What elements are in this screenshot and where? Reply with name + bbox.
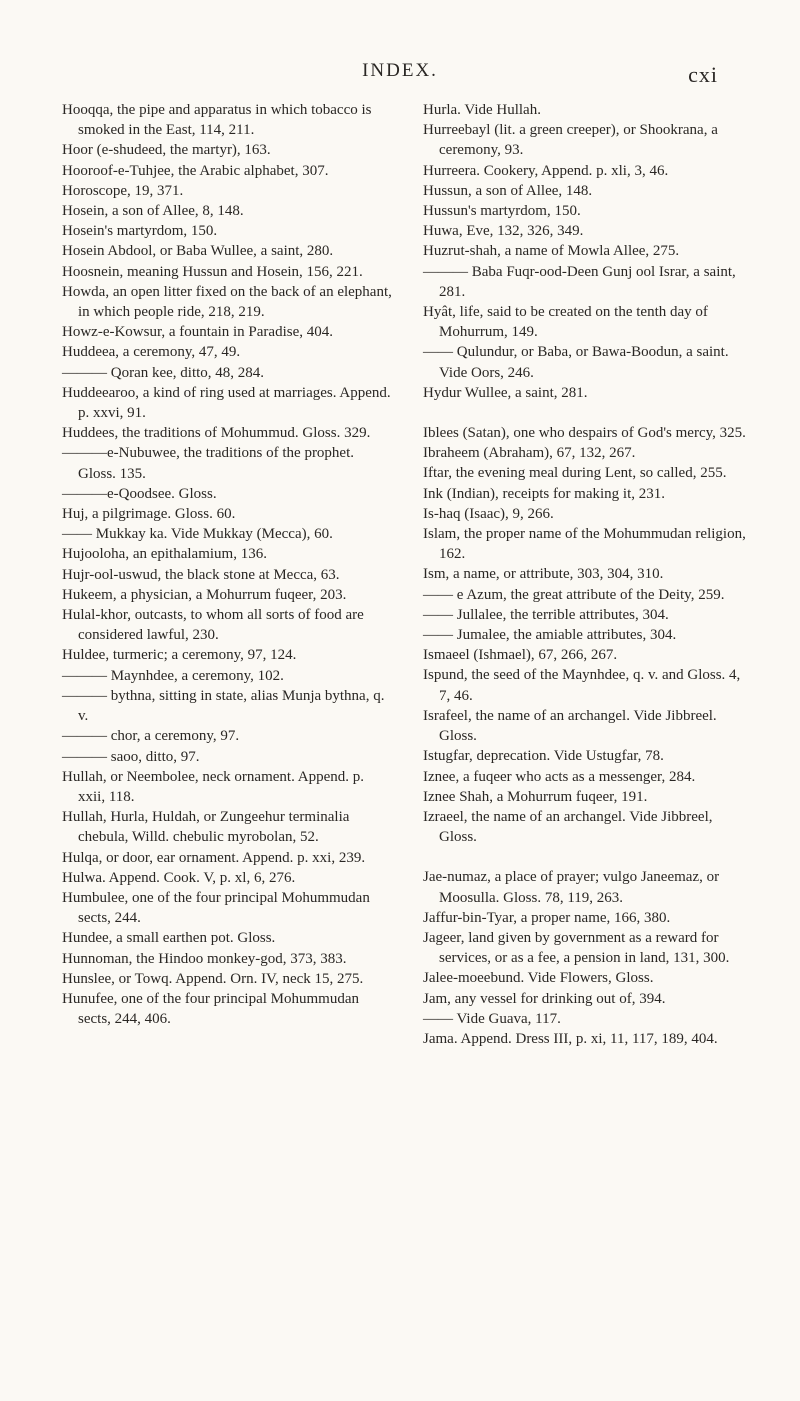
index-entry: Hundee, a small earthen pot. Gloss. xyxy=(62,930,276,947)
running-title: INDEX. xyxy=(362,60,438,81)
index-entry: Hooroof-e-Tuhjee, the Arabic alphabet, 307. xyxy=(62,162,329,179)
index-entry: Hydur Wullee, a saint, 281. xyxy=(423,384,588,401)
index-entry: ——— saoo, ditto, 97. xyxy=(62,748,200,765)
index-entry: —— Jumalee, the amiable attributes, 304. xyxy=(423,627,677,644)
index-entry: Hunslee, or Towq. Append. Orn. IV, neck 15, 275. xyxy=(62,970,364,987)
index-entry: Hurreera. Cookery, Append. p. xli, 3, 46. xyxy=(423,162,669,179)
index-entry: Hunnoman, the Hindoo monkey-god, 373, 383. xyxy=(62,950,347,967)
index-entry: Ink (Indian), receipts for making it, 231. xyxy=(423,485,666,502)
index-entry: ———e-Nubuwee, the traditions of the prophet. Gloss. 135. xyxy=(62,445,355,482)
index-entry: Hosein Abdool, or Baba Wullee, a saint, 280. xyxy=(62,243,334,260)
index-entry: Islam, the proper name of the Mohummudan religion, 162. xyxy=(423,526,746,563)
index-entry: Huddees, the traditions of Mohummud. Gloss. 329. xyxy=(62,425,371,442)
index-entry: ———e-Qoodsee. Gloss. xyxy=(62,485,217,502)
index-entry: Humbulee, one of the four principal Mohummudan sects, 244. xyxy=(62,889,370,927)
page-header xyxy=(0,60,800,90)
right-column xyxy=(423,100,753,1049)
index-entry: Huddeea, a ceremony, 47, 49. xyxy=(62,344,241,361)
index-entry: Huddeearoo, a kind of ring used at marriages. Append. p. xxvi, 91. xyxy=(62,384,391,422)
index-entry: Hoosnein, meaning Hussun and Hosein, 156, 221. xyxy=(62,263,363,280)
left-column xyxy=(62,100,392,1029)
index-entry: Huldee, turmeric; a ceremony, 97, 124. xyxy=(62,647,297,664)
index-entry: ——— chor, a ceremony, 97. xyxy=(62,728,240,745)
index-entry: —— e Azum, the great attribute of the Deity, 259. xyxy=(423,586,725,603)
index-entry: Hullah, or Neembolee, neck ornament. Append. p. xxii, 118. xyxy=(62,768,364,805)
index-entry: Hussun's martyrdom, 150. xyxy=(423,203,581,220)
index-entry: Jalee-moeebund. Vide Flowers, Gloss. xyxy=(423,970,654,987)
index-entry: Hoor (e-shudeed, the martyr), 163. xyxy=(62,142,271,159)
index-entry: Hooqqa, the pipe and apparatus in which tobacco is smoked in the East, 114, 211. xyxy=(62,102,372,139)
index-entry: Hussun, a son of Allee, 148. xyxy=(423,182,593,199)
index-entry: Hunufee, one of the four principal Mohummudan sects, 244, 406. xyxy=(62,990,360,1028)
index-entry: Iftar, the evening meal during Lent, so called, 255. xyxy=(423,465,727,482)
index-entry: ——— Baba Fuqr-ood-Deen Gunj ool Israr, a saint, 281. xyxy=(423,263,736,300)
section-gap xyxy=(423,847,753,867)
index-entry: Hujr-ool-uswud, the black stone at Mecca, 63. xyxy=(62,566,340,583)
index-entry: —— Qulundur, or Baba, or Bawa-Boodun, a saint. Vide Oors, 246. xyxy=(423,344,729,381)
index-entry: Jageer, land given by government as a reward for services, or as a fee, a pension in land, 131, 300. xyxy=(423,929,730,967)
index-entry: Jae-numaz, a place of prayer; vulgo Janeemaz, or Moosulla. Gloss. 78, 119, 263. xyxy=(423,869,720,906)
index-entry: Hulal-khor, outcasts, to whom all sorts of food are considered lawful, 230. xyxy=(62,607,364,644)
index-entry: Hujooloha, an epithalamium, 136. xyxy=(62,546,267,563)
index-entry: Hyât, life, said to be created on the tenth day of Mohurrum, 149. xyxy=(423,304,708,341)
index-entry: Huzrut-shah, a name of Mowla Allee, 275. xyxy=(423,243,680,260)
index-entry: Huwa, Eve, 132, 326, 349. xyxy=(423,223,584,240)
index-entry: Jaffur-bin-Tyar, a proper name, 166, 380. xyxy=(423,909,671,926)
index-entry: —— Mukkay ka. Vide Mukkay (Mecca), 60. xyxy=(62,526,333,543)
index-entry: Jama. Append. Dress III, p. xi, 11, 117, 189, 404. xyxy=(423,1030,718,1047)
index-entry: Is-haq (Isaac), 9, 266. xyxy=(423,505,554,522)
index-entry: Hosein, a son of Allee, 8, 148. xyxy=(62,203,244,220)
index-entry: —— Vide Guava, 117. xyxy=(423,1010,561,1027)
index-entry: ——— Qoran kee, ditto, 48, 284. xyxy=(62,364,265,381)
index-entry: Hulwa. Append. Cook. V, p. xl, 6, 276. xyxy=(62,869,296,886)
index-entry: Howda, an open litter fixed on the back of an elephant, in which people ride, 218, 219. xyxy=(62,283,392,321)
page-number: cxi xyxy=(688,62,718,87)
index-entry: Israfeel, the name of an archangel. Vide Jibbreel. Gloss. xyxy=(423,707,717,745)
index-entry: Izraeel, the name of an archangel. Vide Jibbreel, Gloss. xyxy=(423,808,713,846)
index-entry: Hurla. Vide Hullah. xyxy=(423,102,541,118)
index-entry: Ism, a name, or attribute, 303, 304, 310. xyxy=(423,566,664,583)
section-gap xyxy=(423,403,753,423)
index-entry: Horoscope, 19, 371. xyxy=(62,182,184,199)
index-entry: Hurreebayl (lit. a green creeper), or Shookrana, a ceremony, 93. xyxy=(423,122,718,159)
index-entry: Hulqa, or door, ear ornament. Append. p. xxi, 239. xyxy=(62,849,366,866)
index-entry: Iznee Shah, a Mohurrum fuqeer, 191. xyxy=(423,788,648,805)
index-entry: Iznee, a fuqeer who acts as a messenger, 284. xyxy=(423,768,696,785)
index-entry: Hukeem, a physician, a Mohurrum fuqeer, 203. xyxy=(62,586,347,603)
index-entry: ——— Maynhdee, a ceremony, 102. xyxy=(62,667,284,684)
index-entry: Iblees (Satan), one who despairs of God's mercy, 325. xyxy=(423,425,746,442)
index-entry: Hosein's martyrdom, 150. xyxy=(62,223,218,240)
index-entry: Howz-e-Kowsur, a fountain in Paradise, 404. xyxy=(62,324,333,341)
index-entry: ——— bythna, sitting in state, alias Munja bythna, q. v. xyxy=(62,687,385,725)
index-entry: Ibraheem (Abraham), 67, 132, 267. xyxy=(423,445,636,462)
index-entry: Ispund, the seed of the Maynhdee, q. v. and Gloss. 4, 7, 46. xyxy=(423,667,741,704)
index-entry: Hullah, Hurla, Huldah, or Zungeehur terminalia chebula, Willd. chebulic myrobolan, 52. xyxy=(62,809,350,846)
index-entry: Jam, any vessel for drinking out of, 394. xyxy=(423,990,666,1007)
index-entry: Istugfar, deprecation. Vide Ustugfar, 78. xyxy=(423,748,664,765)
index-entry: Huj, a pilgrimage. Gloss. 60. xyxy=(62,506,236,523)
index-entry: —— Jullalee, the terrible attributes, 304. xyxy=(423,606,669,623)
index-entry: Ismaeel (Ishmael), 67, 266, 267. xyxy=(423,647,618,664)
